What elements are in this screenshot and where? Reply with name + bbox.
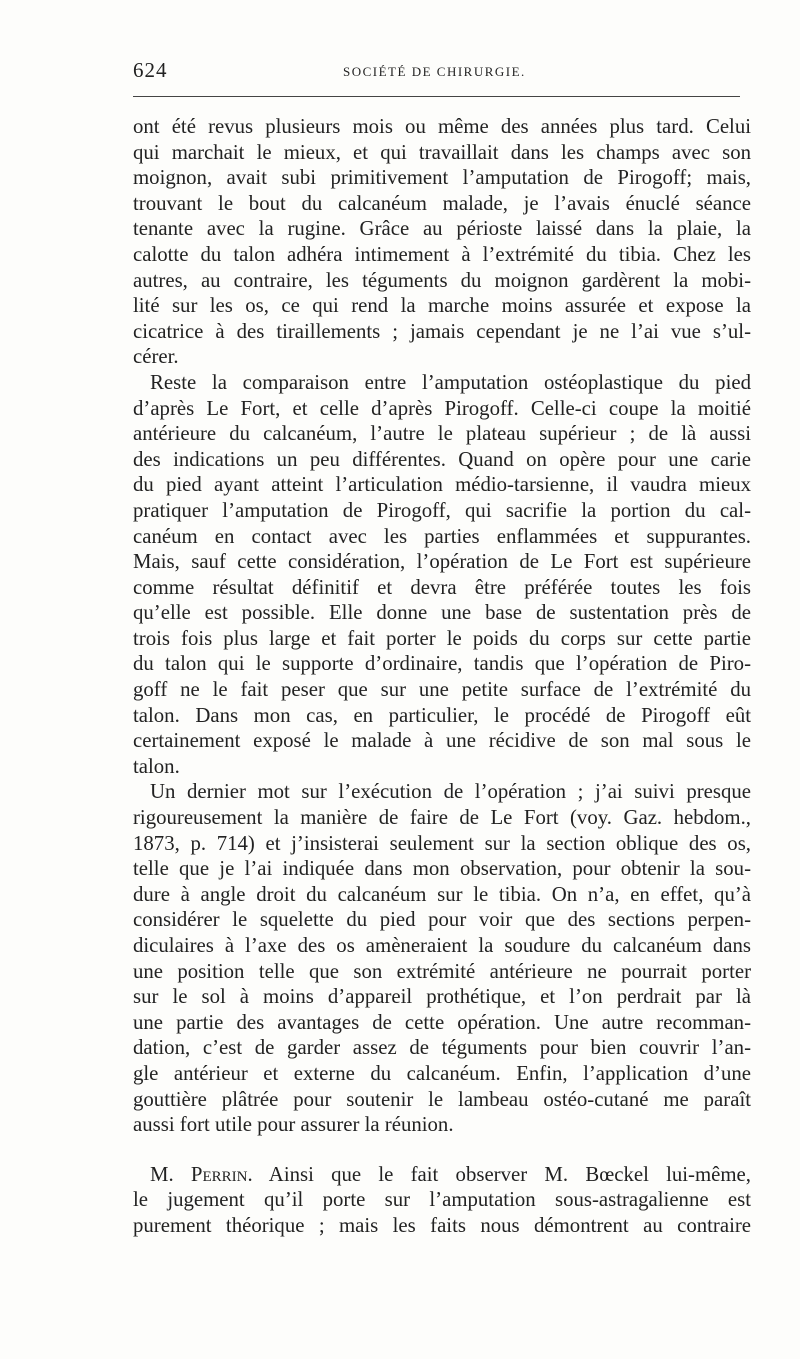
text-line: Mais, sauf cette considération, l’opération de Le Fort est supérieure [133,550,751,574]
paragraph [133,779,751,1137]
paragraph [133,1162,751,1239]
text-line: cicatrice à des tiraillements ; jamais cependant je ne l’ai vue s’ul- [133,319,751,343]
text-line: Reste la comparaison entre l’amputation ostéoplastique du pied [150,370,751,394]
page-number: 624 [133,58,168,82]
text-line: trouvant le bout du calcanéum malade, je l’avais énuclé séance [133,191,751,215]
paragraph [133,370,751,780]
text-line: une position telle que son extrémité antérieure ne pourrait porter [133,959,751,983]
text-line [133,1162,751,1188]
text-line: considérer le squelette du pied pour voir que des sections perpen- [133,908,751,932]
speaker-name: M. Perrin. [150,1162,253,1186]
text-line: trois fois plus large et fait porter le poids du corps sur cette partie [133,626,751,650]
text-line-remainder: Ainsi que le fait observer M. Bœckel lui-même, [268,1162,751,1186]
text-line: talon. [133,754,180,778]
text-line: moignon, avait subi primitivement l’amputation de Pirogoff; mais, [133,166,751,190]
text-line: pratiquer l’amputation de Pirogoff, qui sacrifie la portion du cal- [133,498,751,522]
paragraph-spacer [133,1138,751,1162]
text-line: canéum en contact avec les parties enflammées et suppurantes. [133,524,751,548]
text-line: gle antérieur et externe du calcanéum. Enfin, l’application d’une [133,1061,751,1085]
text-line: aussi fort utile pour assurer la réunion. [133,1113,454,1137]
text-line: autres, au contraire, les téguments du moignon gardèrent la mobi- [133,268,751,292]
text-line: cérer. [133,345,179,369]
running-header [133,58,740,88]
text-line: du talon qui le supporte d’ordinaire, tandis que l’opération de Piro- [133,652,751,676]
text-line: d’après Le Fort, et celle d’après Pirogoff. Celle-ci coupe la moitié [133,396,751,420]
text-line: certainement exposé le malade à une récidive de son mal sous le [133,729,751,753]
text-line: Un dernier mot sur l’exécution de l’opération ; j’ai suivi presque [150,780,751,804]
text-line: rigoureusement la manière de faire de Le Fort (voy. Gaz. hebdom., [133,806,751,830]
text-line: gouttière plâtrée pour soutenir le lambeau ostéo-cutané me paraît [133,1087,751,1111]
text-line: dure à angle droit du calcanéum sur le tibia. On n’a, en effet, qu’à [133,882,751,906]
paragraph [133,114,751,370]
text-line: du pied ayant atteint l’articulation médio-tarsienne, il vaudra mieux [133,473,751,497]
text-line: sur le sol à moins d’appareil prothétique, et l’on perdrait par là [133,985,751,1009]
text-line: antérieure du calcanéum, l’autre le plateau supérieur ; de là aussi [133,422,751,446]
text-line: talon. Dans mon cas, en particulier, le procédé de Pirogoff eût [133,703,751,727]
text-line: comme résultat définitif et devra être préférée toutes les fois [133,575,751,599]
running-head-title: SOCIÉTÉ DE CHIRURGIE. [343,64,526,79]
text-line: goff ne le fait peser que sur une petite surface de l’extrémité du [133,678,751,702]
text-line: 1873, p. 714) et j’insisterai seulement sur la section oblique des os, [133,831,751,855]
text-line: calotte du talon adhéra intimement à l’extrémité du tibia. Chez les [133,242,751,266]
text-line: tenante avec la rugine. Grâce au périoste laissé dans la plaie, la [133,217,751,241]
text-line: dation, c’est de garder assez de téguments pour bien couvrir l’an- [133,1036,751,1060]
header-rule [133,96,740,97]
text-line: telle que je l’ai indiquée dans mon observation, pour obtenir la sou- [133,857,751,881]
text-line: qui marchait le mieux, et qui travaillait dans les champs avec son [133,140,751,164]
text-line: des indications un peu différentes. Quand on opère pour une carie [133,447,751,471]
text-line: qu’elle est possible. Elle donne une base de sustentation près de [133,601,751,625]
text-line: ont été revus plusieurs mois ou même des années plus tard. Celui [133,115,751,138]
text-line: une partie des avantages de cette opération. Une autre recomman- [133,1010,751,1034]
text-line: purement théorique ; mais les faits nous démontrent au contraire [133,1213,751,1237]
text-line: le jugement qu’il porte sur l’amputation sous-astragalienne est [133,1188,751,1212]
body-text [133,114,751,1239]
text-line: lité sur les os, ce qui rend la marche moins assurée et expose la [133,294,751,318]
text-line: diculaires à l’axe des os amèneraient la soudure du calcanéum dans [133,934,751,957]
